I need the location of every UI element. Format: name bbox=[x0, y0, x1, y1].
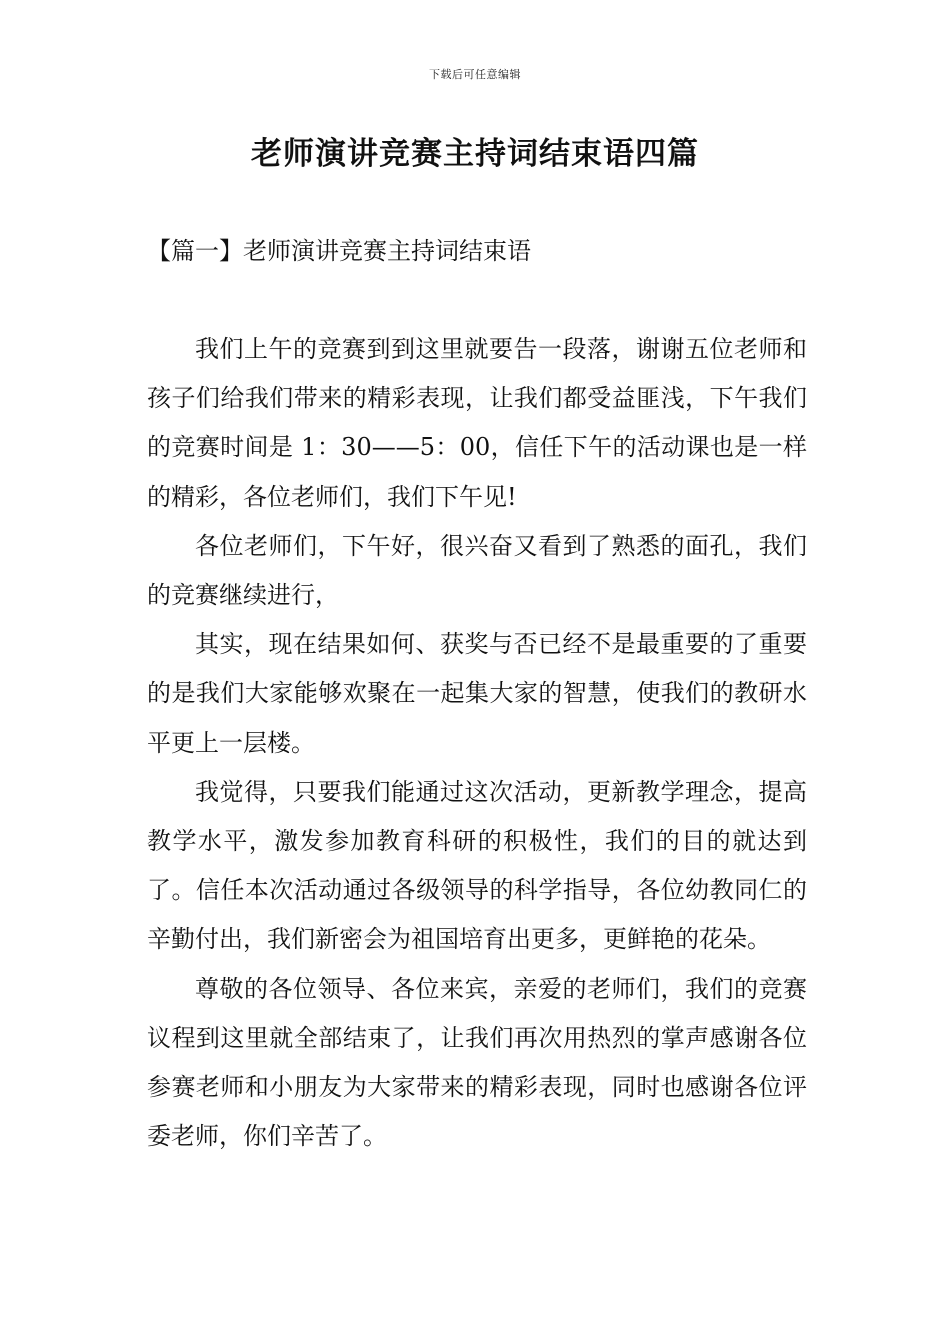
paragraph-5: 尊敬的各位领导、各位来宾，亲爱的老师们，我们的竞赛议程到这里就全部结束了，让我们再次用热烈的掌声感谢各位参赛老师和小朋友为大家带来的精彩表现，同时也感谢各位评委老师，你们辛苦了。 bbox=[147, 974, 807, 1151]
paragraph-3: 其实，现在结果如何、获奖与否已经不是最重要的了重要的是我们大家能够欢聚在一起集大家的智慧，使我们的教研水平更上一层楼。 bbox=[147, 630, 807, 757]
paragraph-2: 各位老师们，下午好，很兴奋又看到了熟悉的面孔，我们的竞赛继续进行， bbox=[147, 531, 807, 610]
document-title: 老师演讲竞赛主持词结束语四篇 bbox=[251, 136, 699, 172]
header-note: 下载后可任意编辑 bbox=[429, 68, 521, 81]
paragraph-1: 我们上午的竞赛到到这里就要告一段落，谢谢五位老师和孩子们给我们带来的精彩表现，让我们都受益匪浅，下午我们的竞赛时间是 1：30——5：00，信任下午的活动课也是一样的精彩，各位老师们，我们下午见! bbox=[147, 335, 807, 511]
paragraph-4: 我觉得，只要我们能通过这次活动，更新教学理念，提高教学水平，激发参加教育科研的积极性，我们的目的就达到了。信任本次活动通过各级领导的科学指导，各位幼教同仁的辛勤付出，我们新密会为祖国培育出更多，更鲜艳的花朵。 bbox=[147, 777, 807, 954]
section-heading: 【篇一】老师演讲竞赛主持词结束语 bbox=[147, 237, 531, 265]
document-body bbox=[147, 325, 807, 1161]
